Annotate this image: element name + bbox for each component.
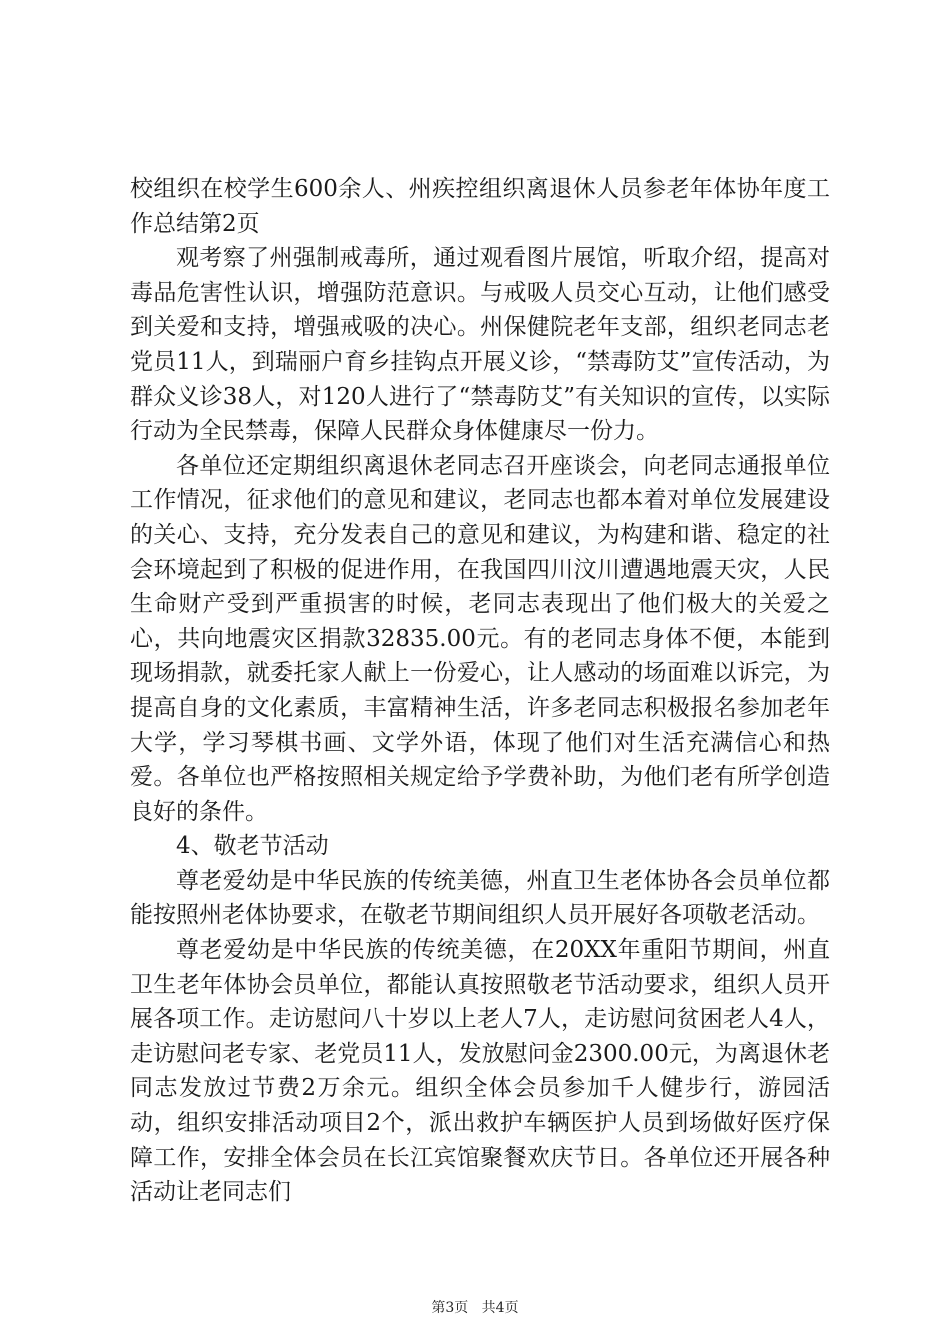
document-body (130, 172, 830, 1210)
page-total: 共4页 (481, 1300, 519, 1316)
paragraph-retiree-forums: 各单位还定期组织离退休老同志召开座谈会，向老同志通报单位工作情况，征求他们的意见和建议，老同志也都本着对单位发展建设的关心、支持，充分发表自己的意见和建议，为构建和谐、稳定的社会环境起到了积极的促进作用，在我国四川汶川遭遇地震天灾，人民生命财产受到严重损害的时候，老同志表现出了他们极大的关爱之心，共向地震灾区捐款32835.00元。有的老同志身体不便，本能到现场捐款，就委托家人献上一份爱心，让人感动的场面难以诉完，为提高自身的文化素质，丰富精神生活，许多老同志积极报名参加老年大学，学习琴棋书画、文学外语，体现了他们对生活充满信心和热爱。各单位也严格按照相关规定给予学费补助，为他们老有所学创造良好的条件。 (130, 452, 830, 825)
page-separator (473, 1300, 477, 1316)
section-heading-elderly-festival: 4、敬老节活动 (176, 833, 329, 860)
paragraph-elderly-festival-intro: 尊老爱幼是中华民族的传统美德，州直卫生老体协各会员单位都能按照州老体协要求，在敬老节期间组织人员开展好各项敬老活动。 (130, 867, 830, 929)
page-number: 第3页 (431, 1300, 469, 1316)
paragraph-double-ninth-activities: 尊老爱幼是中华民族的传统美德，在20XX年重阳节期间，州直卫生老年体协会员单位，都能认真按照敬老节活动要求，组织人员开展各项工作。走访慰问八十岁以上老人7人，走访慰问贫困老人4人，走访慰问老专家、老党员11人，发放慰问金2300.00元，为离退休老同志发放过节费2万余元。组织全体会员参加千人健步行，游园活动，组织安排活动项目2个，派出救护车辆医护人员到场做好医疗保障工作，安排全体会员在长江宾馆聚餐欢庆节日。各单位还开展各种活动让老同志们 (130, 937, 830, 1206)
paragraph-drug-rehab-visit: 观考察了州强制戒毒所，通过观看图片展馆，听取介绍，提高对毒品危害性认识，增强防范意识。与戒吸人员交心互动，让他们感受到关爱和支持，增强戒吸的决心。州保健院老年支部，组织老同志老党员11人，到瑞丽户育乡挂钩点开展义诊，“禁毒防艾”宣传活动，为群众义诊38人，对120人进行了“禁毒防艾”有关知识的宣传，以实际行动为全民禁毒，保障人民群众身体健康尽一份力。 (130, 245, 830, 445)
paragraph-continuation: 校组织在校学生600余人、州疾控组织离退休人员参老年体协年度工作总结第2页 (130, 176, 830, 237)
page-footer (0, 1298, 950, 1318)
